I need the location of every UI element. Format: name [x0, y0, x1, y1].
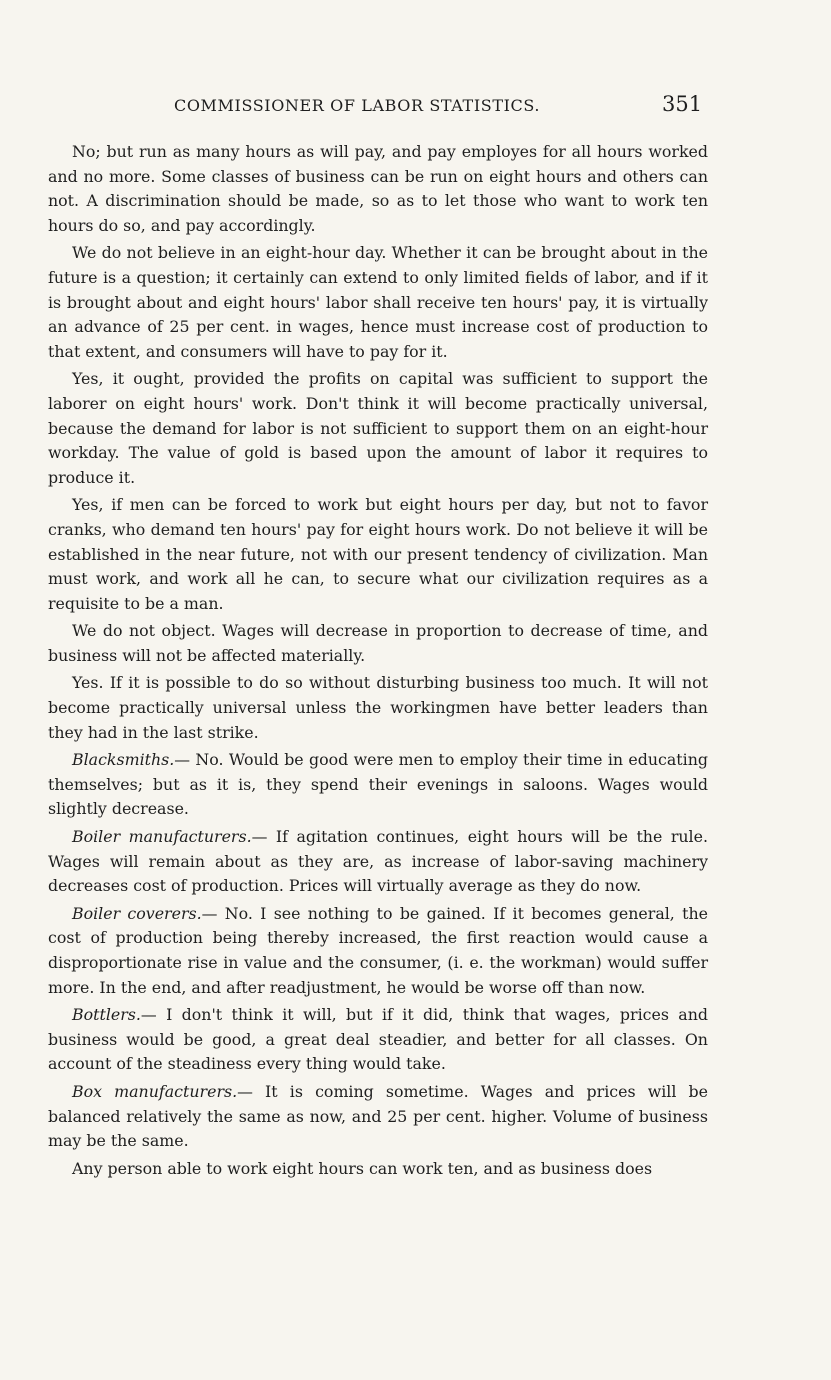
paragraph-lead: Boiler manufacturers. — [72, 827, 252, 847]
paragraph-text: We do not believe in an eight-hour day. Whether it can be brought about in the future is a question; it certainly can extend to only limited fields of labor, and if it is brought about and eight hours' labor shall receive ten hours' pay, it is virtually an advance of 25 per cent. in wages, hence must increase cost of production to that extent, and consumers will have to pay for it. — [48, 243, 708, 361]
paragraph-text: — It is coming sometime. Wages and prices will be balanced relatively the same as now, and 25 per cent. higher. Volume of business may be the same. — [48, 1081, 708, 1151]
paragraph-text: Yes. If it is possible to do so without disturbing business too much. It will not become practically universal unless the workingmen have better leaders than they had in the last strike. — [48, 673, 708, 742]
paragraph-bottlers — [48, 1003, 708, 1077]
paragraph-text: Yes, if men can be forced to work but eight hours per day, but not to favor cranks, who demand ten hours' pay for eight hours work. Do not believe it will be established in the near future, not with our present tendency of civilization. Man must work, and work all he can, to secure what our civilization requires as a requisite to be a man. — [48, 495, 708, 613]
paragraph-text: — I don't think it will, but if it did, think that wages, prices and business would be good, a great deal steadier, and better for all classes. On account of the steadiness every thing would take. — [48, 1005, 708, 1074]
paragraph-boiler-coverers — [48, 902, 708, 1000]
paragraph — [48, 671, 708, 745]
paragraph-blacksmiths — [48, 748, 708, 822]
paragraph-lead: Box manufacturers. — [72, 1081, 238, 1101]
paragraph-text: — No. Would be good were men to employ their time in educating themselves; but as it is, they spend their evenings in saloons. Wages would slightly decrease. — [48, 750, 708, 819]
paragraph-text: We do not object. Wages will decrease in proportion to decrease of time, and business will not be affected materially. — [48, 621, 708, 665]
paragraph — [48, 1157, 708, 1182]
page-number: 351 — [662, 92, 703, 116]
paragraph — [48, 140, 708, 238]
paragraph-lead: Boiler coverers. — [72, 903, 202, 923]
paragraph — [48, 493, 708, 616]
paragraph-text: Any person able to work eight hours can work ten, and as business does — [72, 1158, 653, 1178]
body-text — [48, 140, 708, 1181]
paragraph-lead: Blacksmiths. — [72, 750, 175, 770]
paragraph-text: — If agitation continues, eight hours will be the rule. Wages will remain about as they are, as increase of labor-saving machinery decreases cost of production. Prices will virtually average as they do now. — [48, 827, 708, 896]
paragraph-box-manufacturers — [48, 1080, 708, 1154]
paragraph-text: Yes, it ought, provided the profits on capital was sufficient to support the laborer on eight hours' work. Don't think it will become practically universal, because the demand for labor is not sufficient to support them on an eight-hour workday. The value of gold is based upon the amount of labor it requires to produce it. — [48, 369, 708, 487]
running-header — [48, 92, 721, 122]
running-title: COMMISSIONER OF LABOR STATISTICS. — [174, 96, 541, 115]
paragraph-text: No; but run as many hours as will pay, and pay employes for all hours worked and no more. Some classes of business can be run on eight hours and others can not. A discrimination should be made, so as to let those who want to work ten hours do so, and pay accordingly. — [48, 142, 708, 235]
paragraph-lead: Bottlers. — [72, 1005, 141, 1025]
paragraph — [48, 241, 708, 364]
paragraph-boiler-manufacturers — [48, 825, 708, 899]
paragraph — [48, 367, 708, 490]
paragraph-text: — No. I see nothing to be gained. If it becomes general, the cost of production being thereby increased, the first reaction would cause a disproportionate rise in value and the consumer, (i. e. the workman) would suffer more. In the end, and after readjustment, he would be worse off than now. — [48, 903, 709, 997]
paragraph — [48, 619, 708, 668]
